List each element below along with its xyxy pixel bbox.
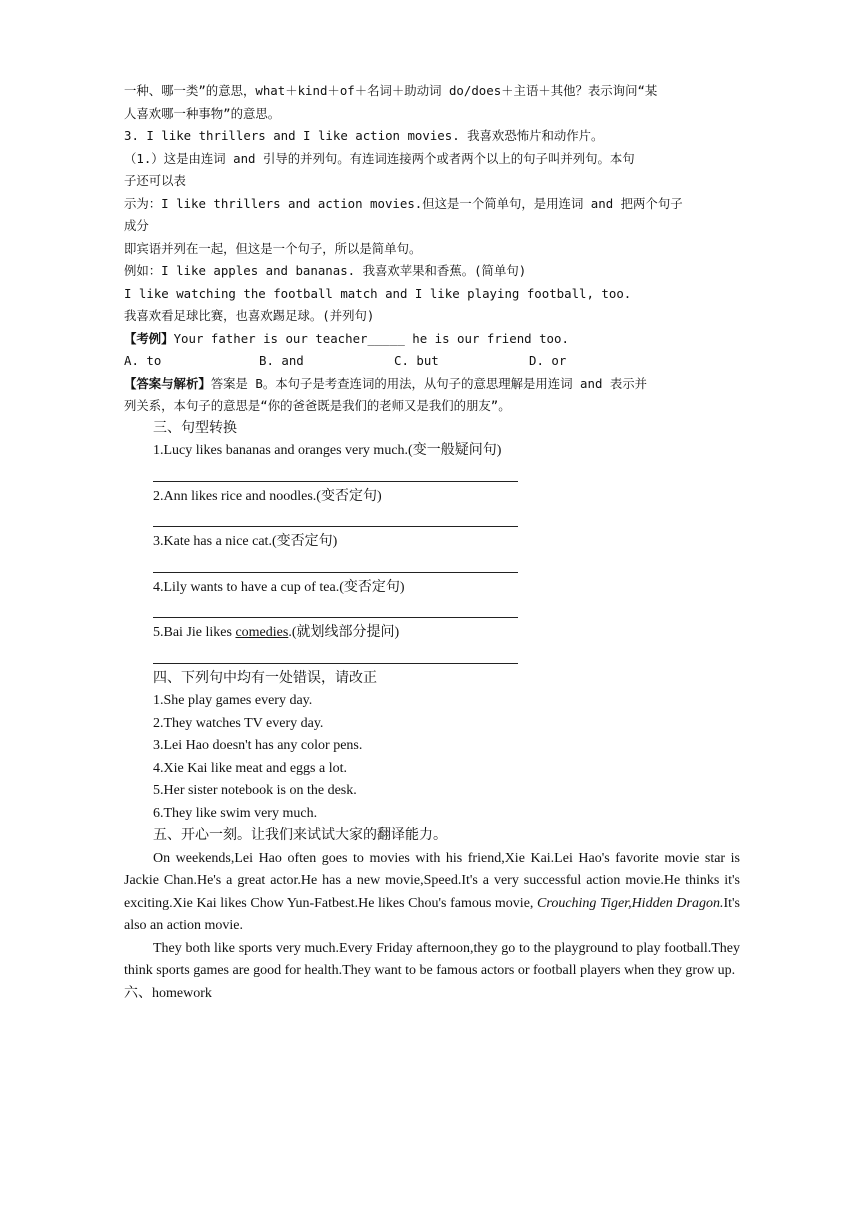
q5-prefix: 5.Bai Jie likes [153,625,236,640]
exam-example [124,328,740,351]
answer-blank-1[interactable] [153,463,518,482]
error-item-4: 4.Xie Kai like meat and eggs a lot. [153,760,347,776]
exam-example-label: 【考例】 [124,330,174,346]
point-3-para-2b: 成分 [124,218,149,233]
answer-analysis [124,373,740,396]
error-item-5: 5.Her sister notebook is on the desk. [153,783,357,798]
q5-underlined-word: comedies [235,625,289,640]
transform-question-3: 3.Kate has a nice cat.(变否定句) [153,534,338,549]
section-4-heading: 四、下列句中均有一处错误，请改正 [153,670,377,686]
option-c: C. but [394,353,439,368]
answer-blank-2[interactable] [153,508,518,527]
para-1-text-a: On weekends,Lei Hao often goes to movies with his friend,Xie Kai.Lei Hao's favorite movie star is Jackie Chan.He's a great actor.He has a new movie,Speed.It's a very successful action movie.He thinks it's exciting.Xie Kai likes Chow Yun-Fatbest.He likes Chou's famous movie, [124,850,740,911]
error-item-6: 6.They like swim very much. [153,805,318,821]
option-d: D. or [529,353,567,368]
para-1-text-b: It's also an action movie. [124,895,741,933]
example-sentence-1: 例如：I like apples and bananas. 我喜欢苹果和香蕉。(简单句) [124,263,527,278]
movie-title: Crouching Tiger,Hidden Dragon. [537,895,724,911]
answer-blank-5[interactable] [153,645,518,664]
section-5-heading: 五、开心一刻。让我们来试试大家的翻译能力。 [153,828,447,843]
option-a: A. to [124,353,162,368]
point-3-para-1b: 子还可以表 [124,173,186,188]
answer-label: 【答案与解析】 [124,375,211,391]
transform-question-1: 1.Lucy likes bananas and oranges very much.(变一般疑问句) [153,443,502,458]
intro-line-1: 一种、哪一类”的意思，what＋kind＋of＋名词＋助动词 do/does＋主语＋其他？表示询问“某 [124,83,658,98]
exam-options [124,350,740,373]
error-item-3: 3.Lei Hao doesn't has any color pens. [153,738,363,753]
transform-question-2: 2.Ann likes rice and noodles.(变否定句) [153,488,382,504]
answer-blank-3[interactable] [153,554,518,573]
error-item-2: 2.They watches TV every day. [153,715,324,731]
intro-line-2: 人喜欢哪一种事物”的意思。 [124,105,281,121]
point-3-para-1a: （1.）这是由连词 and 引导的并列句。有连词连接两个或者两个以上的句子叫并列句。本句 [124,150,635,166]
option-b: B. and [259,353,304,368]
reading-paragraph-2: They both like sports very much.Every Friday afternoon,they go to the playground to play football.They think sports games are good for health.They want to be famous actors or football players when they grow up. [124,940,740,978]
q5-suffix: .(就划线部分提问) [288,625,400,640]
point-3-title: 3. I like thrillers and I like action movies. 我喜欢恐怖片和动作片。 [124,128,604,143]
answer-blank-4[interactable] [153,599,518,618]
example-sentence-2: I like watching the football match and I like playing football, too. [124,285,632,301]
point-3-para-2a: 示为：I like thrillers and action movies.但这是一个简单句，是用连词 and 把两个句子 [124,195,683,211]
transform-question-4: 4.Lily wants to have a cup of tea.(变否定句) [153,579,405,595]
exam-example-text: Your father is our teacher_____ he is our friend too. [173,330,569,346]
document-page [124,80,740,1005]
transform-question-5 [124,622,740,645]
answer-text-a: 答案是 B。本句子是考查连词的用法，从句子的意思理解是用连词 and 表示并 [210,375,648,391]
point-3-para-3: 即宾语并列在一起，但这是一个句子，所以是简单句。 [124,240,422,256]
error-item-1: 1.She play games every day. [153,693,313,708]
example-sentence-3: 我喜欢看足球比赛，也喜欢踢足球。(并列句) [124,308,375,323]
reading-paragraph-1 [124,848,740,938]
answer-text-b: 列关系，本句子的意思是“你的爸爸既是我们的老师又是我们的朋友”。 [124,398,511,413]
section-6-heading: 六、homework [124,985,212,1001]
section-3-heading: 三、句型转换 [153,420,237,436]
